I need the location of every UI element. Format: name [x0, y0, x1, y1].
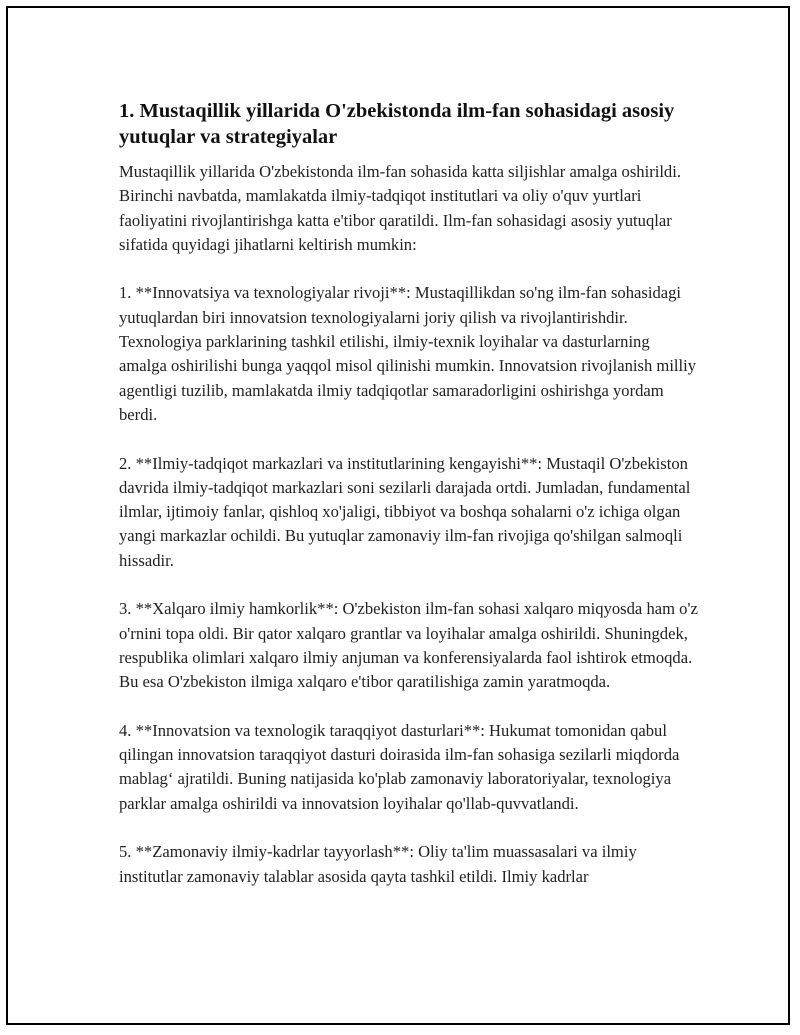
paragraph-point-4: 4. **Innovatsion va texnologik taraqqiyot dasturlari**: Hukumat tomonidan qabul qilingan innovatsion taraqqiyot dasturi doirasida ilm-fan sohasiga sezilarli miqdorda mablag‘ ajratildi. Buning natijasida ko'plab zamonaviy laboratoriyalar, texnologiya parklar amalga oshirildi va innovatsion loyihalar qo'llab-quvvatlandi. [119, 720, 680, 813]
paragraph-intro: Mustaqillik yillarida O'zbekistonda ilm-fan sohasida katta siljishlar amalga oshirildi. Birinchi navbatda, mamlakatda ilmiy-tadqiqot institutlari va oliy o'quv yurtlari faoliyatini rivojlantirishga katta e'tibor qaratildi. Ilm-fan sohasidagi asosiy yutuqlar sifatida quyidagi jihatlarni keltirish mumkin: [119, 162, 681, 254]
paragraph-point-5: 5. **Zamonaviy ilmiy-kadrlar tayyorlash**: Oliy ta'lim muassasalari va ilmiy institutlar zamonaviy talablar asosida qayta tashkil etildi. Ilmiy kadrlar [119, 842, 637, 886]
paragraph-point-2: 2. **Ilmiy-tadqiqot markazlari va institutlarining kengayishi**: Mustaqil O'zbekiston davrida ilmiy-tadqiqot markazlari soni sezilarli darajada ortdi. Jumladan, fundamental ilmlar, ijtimoiy fanlar, qishloq xo'jaligi, tibbiyot va boshqa sohalarni o'z ichiga olgan yangi markazlar ochildi. Bu yutuqlar zamonaviy ilm-fan rivojiga qo'shilgan salmoqli hissadir. [119, 453, 691, 570]
page-frame [6, 6, 790, 1025]
paragraph-point-1: 1. **Innovatsiya va texnologiyalar rivoji**: Mustaqillikdan so'ng ilm-fan sohasidagi yutuqlardan biri innovatsion texnologiyalarni joriy qilish va rivojlantirishdir. Texnologiya parklarining tashkil etilishi, ilmiy-texnik loyihalar va dasturlarning amalga oshirilishi bunga yaqqol misol qilinishi mumkin. Innovatsion rivojlanish milliy agentligi tuzilib, mamlakatda ilmiy tadqiqotlar samaradorligini oshirishga yordam berdi. [119, 283, 697, 424]
document-title: 1. Mustaqillik yillarida O'zbekistonda ilm-fan sohasidagi asosiy yutuqlar va strategiyalar [119, 100, 675, 148]
paragraph-point-3: 3. **Xalqaro ilmiy hamkorlik**: O'zbekiston ilm-fan sohasi xalqaro miqyosda ham o'z o'rnini topa oldi. Bir qator xalqaro grantlar va loyihalar amalga oshirildi. Shuningdek, respublika olimlari xalqaro ilmiy anjuman va konferensiyalarda faol ishtirok etmoqda. Bu esa O'zbekiston ilmiga xalqaro e'tibor qaratilishiga zamin yaratmoqda. [119, 599, 698, 692]
document-body [119, 98, 699, 889]
